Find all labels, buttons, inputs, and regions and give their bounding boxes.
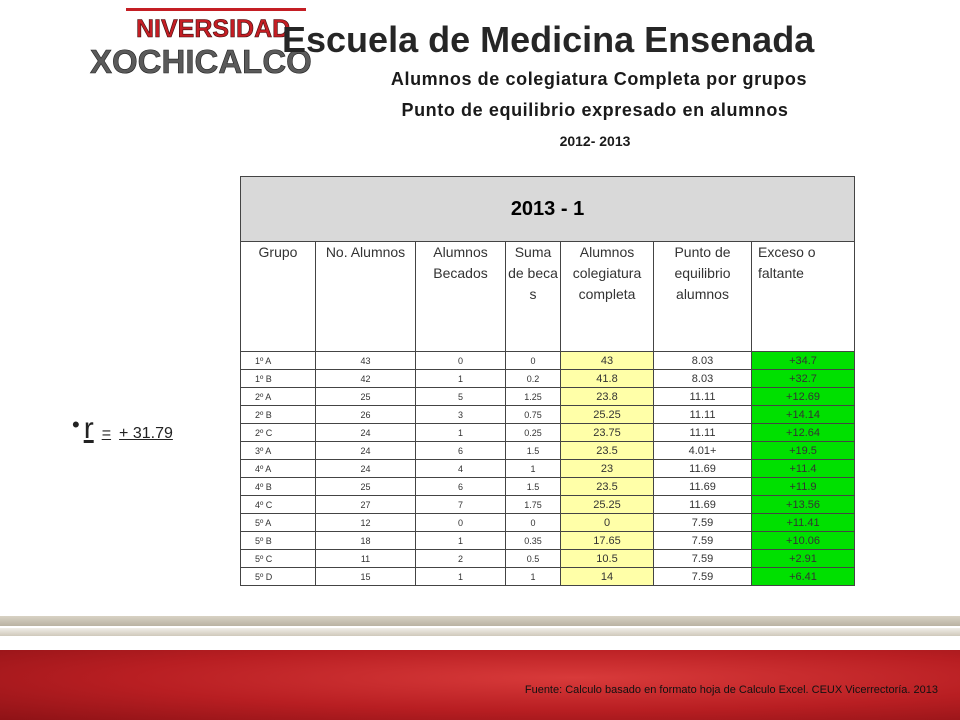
- table-cell: 23.5: [561, 442, 654, 460]
- table-cell: +12.64: [752, 424, 855, 442]
- table-cell: +6.41: [752, 568, 855, 586]
- logo-text-top: NIVERSIDAD: [136, 15, 291, 43]
- table-cell: 0.35: [506, 532, 561, 550]
- table-cell: 7.59: [654, 532, 752, 550]
- table-cell: 11.11: [654, 388, 752, 406]
- table-cell: 4.01+: [654, 442, 752, 460]
- table-cell: 7.59: [654, 568, 752, 586]
- table-cell: +32.7: [752, 370, 855, 388]
- table-cell: 23.5: [561, 478, 654, 496]
- logo-accent-line: [126, 8, 306, 11]
- table-cell: +12.69: [752, 388, 855, 406]
- table-cell: 12: [316, 514, 416, 532]
- column-header: Exceso o faltante: [752, 242, 855, 352]
- footer-divider-bottom: [0, 628, 960, 636]
- table-cell: +19.5: [752, 442, 855, 460]
- column-header: Suma de beca s: [506, 242, 561, 352]
- table-cell: 3: [416, 406, 506, 424]
- table-cell: 6: [416, 442, 506, 460]
- table-cell: 5º B: [241, 532, 316, 550]
- table-cell: 24: [316, 442, 416, 460]
- table-cell: +11.9: [752, 478, 855, 496]
- table-cell: 4: [416, 460, 506, 478]
- table-row: [241, 424, 855, 442]
- table-cell: 1: [416, 568, 506, 586]
- table-cell: 2º B: [241, 406, 316, 424]
- footer-divider-top: [0, 616, 960, 626]
- table-cell: 25.25: [561, 496, 654, 514]
- table-cell: 5º C: [241, 550, 316, 568]
- table-cell: 25: [316, 478, 416, 496]
- table-cell: 41.8: [561, 370, 654, 388]
- table-row: [241, 406, 855, 424]
- table-cell: 2º C: [241, 424, 316, 442]
- table-cell: 2º A: [241, 388, 316, 406]
- table-row: [241, 388, 855, 406]
- table-cell: 4º A: [241, 460, 316, 478]
- table-cell: 25: [316, 388, 416, 406]
- table-cell: 8.03: [654, 370, 752, 388]
- table-row: [241, 352, 855, 370]
- table-row: [241, 496, 855, 514]
- table-cell: 26: [316, 406, 416, 424]
- table-cell: 1º B: [241, 370, 316, 388]
- table-cell: 0: [416, 352, 506, 370]
- subtitle-groups: Alumnos de colegiatura Completa por grupos: [390, 69, 808, 89]
- column-header: Punto de equilibrio alumnos: [654, 242, 752, 352]
- table-column-headers: [241, 242, 855, 352]
- table-cell: 0.75: [506, 406, 561, 424]
- table-cell: 23.8: [561, 388, 654, 406]
- table-cell: 24: [316, 460, 416, 478]
- table-cell: 5º A: [241, 514, 316, 532]
- table-period-header: 2013 - 1: [241, 177, 855, 242]
- table-cell: +34.7: [752, 352, 855, 370]
- source-note: Fuente: Calculo basado en formato hoja de Calculo Excel. CEUX Vicerrectoría. 2013: [524, 684, 938, 696]
- table-cell: 25.25: [561, 406, 654, 424]
- table-cell: 23.75: [561, 424, 654, 442]
- table-cell: 7: [416, 496, 506, 514]
- table-row: [241, 514, 855, 532]
- table-cell: 1.25: [506, 388, 561, 406]
- column-header: Alumnos Becados: [416, 242, 506, 352]
- break-even-table: [240, 176, 855, 586]
- column-header: Grupo: [241, 242, 316, 352]
- table-cell: 14: [561, 568, 654, 586]
- table-row: [241, 568, 855, 586]
- table-cell: 11.69: [654, 460, 752, 478]
- table-row: [241, 550, 855, 568]
- table-cell: 0.25: [506, 424, 561, 442]
- table-cell: 11: [316, 550, 416, 568]
- subtitle-years: 2012- 2013: [559, 133, 631, 149]
- table-cell: 42: [316, 370, 416, 388]
- table-cell: 17.65: [561, 532, 654, 550]
- table-cell: 1: [416, 532, 506, 550]
- table-cell: 43: [561, 352, 654, 370]
- r-symbol: r: [83, 412, 94, 445]
- table-cell: 18: [316, 532, 416, 550]
- table-cell: 15: [316, 568, 416, 586]
- table-cell: 0: [416, 514, 506, 532]
- table-cell: 11.11: [654, 424, 752, 442]
- table-cell: +11.41: [752, 514, 855, 532]
- table-cell: 0.2: [506, 370, 561, 388]
- subtitle-break-even: Punto de equilibrio expresado en alumnos: [401, 100, 789, 120]
- column-header: No. Alumnos: [316, 242, 416, 352]
- table-cell: 11.11: [654, 406, 752, 424]
- table-cell: 3º A: [241, 442, 316, 460]
- table-cell: 0: [561, 514, 654, 532]
- table-cell: 0: [506, 352, 561, 370]
- table-cell: 24: [316, 424, 416, 442]
- table-cell: 1.5: [506, 442, 561, 460]
- table-body: [241, 352, 855, 586]
- r-value-bullet: [72, 412, 173, 452]
- table-cell: 27: [316, 496, 416, 514]
- table-cell: +13.56: [752, 496, 855, 514]
- bullet-dot-icon: •: [72, 412, 80, 437]
- logo-text-bottom: XOCHICALCO: [90, 43, 312, 80]
- table-cell: +14.14: [752, 406, 855, 424]
- table-cell: 23: [561, 460, 654, 478]
- table-cell: 5º D: [241, 568, 316, 586]
- table-cell: 4º C: [241, 496, 316, 514]
- table-cell: 7.59: [654, 514, 752, 532]
- table-cell: 11.69: [654, 478, 752, 496]
- table-cell: +10.06: [752, 532, 855, 550]
- table-cell: 2: [416, 550, 506, 568]
- column-header: Alumnos colegiatura completa: [561, 242, 654, 352]
- table-cell: 11.69: [654, 496, 752, 514]
- table-cell: 0.5: [506, 550, 561, 568]
- table-cell: 43: [316, 352, 416, 370]
- table-cell: 4º B: [241, 478, 316, 496]
- table-cell: 6: [416, 478, 506, 496]
- table-row: [241, 478, 855, 496]
- table-row: [241, 532, 855, 550]
- table-cell: 1: [416, 370, 506, 388]
- table-cell: 8.03: [654, 352, 752, 370]
- table-cell: 5: [416, 388, 506, 406]
- table-cell: 7.59: [654, 550, 752, 568]
- table-cell: +2.91: [752, 550, 855, 568]
- table-cell: 10.5: [561, 550, 654, 568]
- r-value: + 31.79: [119, 425, 173, 442]
- table-cell: 1º A: [241, 352, 316, 370]
- table-cell: 1: [416, 424, 506, 442]
- r-equals: =: [101, 425, 112, 442]
- table-cell: 1: [506, 568, 561, 586]
- table-row: [241, 442, 855, 460]
- table-row: [241, 370, 855, 388]
- table-cell: 1.75: [506, 496, 561, 514]
- table-cell: 1: [506, 460, 561, 478]
- table-row: [241, 460, 855, 478]
- table-cell: +11.4: [752, 460, 855, 478]
- page-title: Escuela de Medicina Ensenada: [282, 19, 815, 60]
- table-cell: 0: [506, 514, 561, 532]
- table-cell: 1.5: [506, 478, 561, 496]
